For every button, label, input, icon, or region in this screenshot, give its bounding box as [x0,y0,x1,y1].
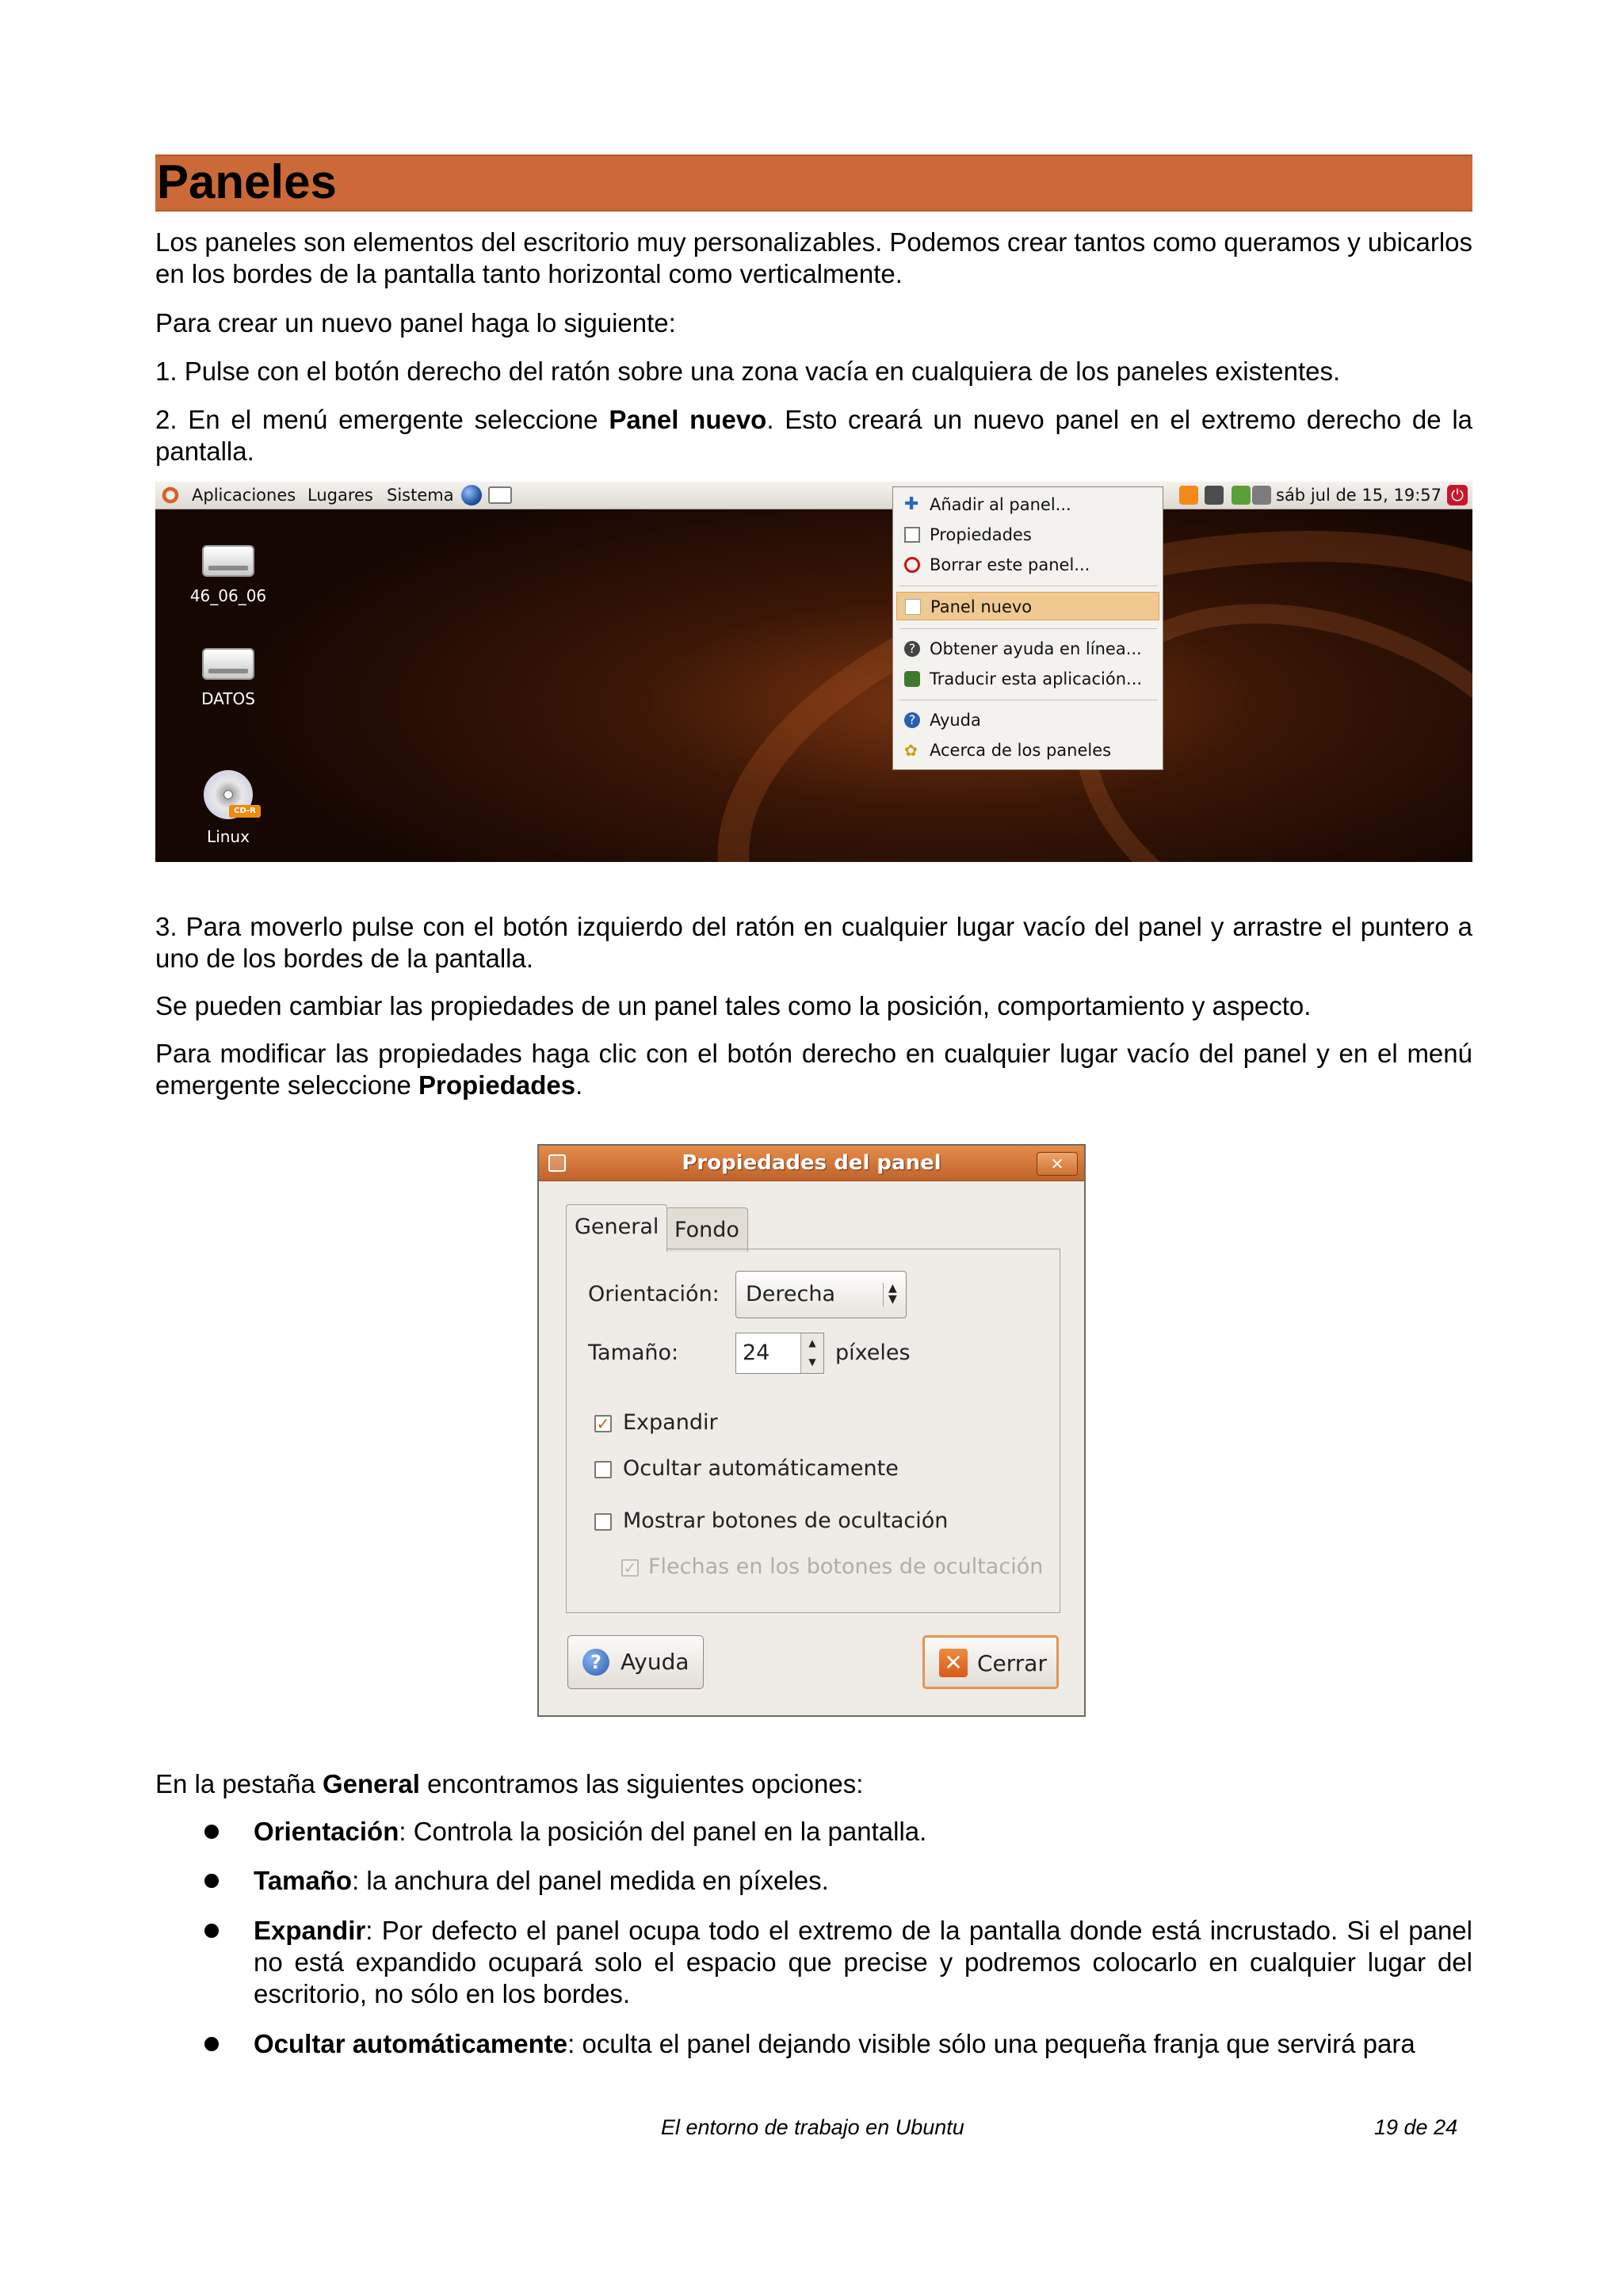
desktop-icon-46_06_06[interactable] [165,545,292,605]
cd-icon [204,770,256,819]
desktop-icon-linux[interactable] [165,770,292,846]
orientation-combo[interactable]: Derecha ▲ ▼ [735,1271,907,1318]
paragraph-instructions: Para crear un nuevo panel haga lo siguiente: [155,308,676,338]
power-icon[interactable]: ⏻ [1447,485,1468,505]
help-button[interactable]: ? Ayuda [567,1635,704,1689]
menu-separator [899,628,1158,629]
menu-item-about-panels[interactable]: ✿ Acerca de los paneles [904,741,1112,760]
tab-general[interactable]: General [566,1204,667,1252]
bullet-autohide: Ocultar automáticamente: oculta el panel dejando visible sólo una pequeña franja que servirá para [254,2029,1415,2058]
help-icon: ? [582,1649,609,1676]
bullet-icon [204,1924,219,1938]
spin-arrows-icon[interactable]: ▲ ▼ [800,1333,823,1373]
expand-checkbox[interactable]: ✓ [594,1415,612,1432]
combo-arrows-icon: ▲ ▼ [883,1283,899,1306]
help-icon: ? [904,712,920,728]
hide-buttons-label: Mostrar botones de ocultación [623,1508,949,1533]
dialog-title: Propiedades del panel [682,1151,941,1175]
menu-applications[interactable]: Aplicaciones [192,486,296,505]
translate-icon [904,671,920,687]
section-heading-bar [155,154,1472,212]
bullet-icon [204,2037,219,2051]
plus-icon: ✚ [904,494,919,514]
window-close-button[interactable]: ✕ [1037,1152,1078,1176]
mail-icon[interactable] [488,486,512,504]
bullet-expand: Expandir: Por defecto el panel ocupa todo el extremo de la pantalla donde está incrustado. Si el panel no está expandido ocupará solo el espacio que precise y podremos colocarlo en cualquier lugar del escritorio, no sólo en los bordes. [254,1916,1472,2008]
tab-fondo[interactable]: Fondo [666,1207,748,1252]
paragraph-step-2: 2. En el menú emergente seleccione Panel nuevo. Esto creará un nuevo panel en el extremo derecho de la pantalla. [155,405,1473,466]
battery-icon[interactable] [1232,486,1251,505]
panel-clock[interactable]: sáb jul de 15, 19:57 [1276,486,1442,505]
section-heading: Paneles [157,155,337,208]
help-online-icon: ? [904,641,920,657]
desktop-icon-label: Linux [207,827,250,846]
menu-item-new-panel[interactable]: Panel nuevo [896,592,1159,620]
bullet-icon [204,1874,219,1888]
autohide-label: Ocultar automáticamente [623,1456,899,1481]
panel-properties-dialog [537,1144,1086,1717]
footer-title: El entorno de trabajo en Ubuntu [661,2115,964,2139]
menu-places[interactable]: Lugares [307,486,373,505]
volume-icon[interactable] [1252,486,1271,505]
close-icon: ✕ [939,1649,968,1677]
size-label: Tamaño: [588,1341,679,1365]
menu-item-properties[interactable]: Propiedades [896,521,1159,549]
paragraph-step-1: 1. Pulse con el botón derecho del ratón sobre una zona vacía en cualquiera de los paneles existentes. [155,357,1341,386]
browser-globe-icon[interactable] [461,485,482,505]
bullet-icon [204,1825,219,1839]
paragraph-step-3: 3. Para moverlo pulse con el botón izquierdo del ratón en cualquier lugar vacío del panel y arrastre el puntero a uno de los bordes de la pantalla. [155,912,1472,973]
menu-item-online-help[interactable]: ? Obtener ayuda en línea... [896,635,1159,663]
network-icon[interactable] [1205,486,1224,505]
hide-buttons-checkbox[interactable] [594,1513,612,1531]
menu-system[interactable]: Sistema [387,486,454,505]
menu-item-add-to-panel[interactable]: ✚ Añadir al panel... [904,494,1071,514]
size-spinbutton[interactable]: 24 ▲ ▼ [735,1333,824,1374]
paragraph-modify-properties: Para modificar las propiedades haga clic con el botón derecho en cualquier lugar vacío del panel y en el menú emergente seleccione Propiedades. [155,1039,1472,1100]
footer-page-number: 19 de 24 [1374,2115,1458,2139]
desktop-icon-label: DATOS [201,689,255,708]
ubuntu-logo-icon[interactable] [160,485,181,505]
drive-icon [202,648,254,680]
size-unit: píxeles [835,1341,911,1365]
expand-label: Expandir [623,1410,718,1435]
new-panel-icon [905,599,921,615]
menu-item-delete-panel[interactable]: Borrar este panel... [896,551,1159,579]
arrows-checkbox: ✓ [621,1559,639,1577]
close-button[interactable]: ✕ Cerrar [922,1635,1059,1689]
cd-badge: CD-R [229,805,261,818]
top-panel[interactable] [155,482,1472,509]
panel-context-menu [892,486,1163,770]
bullet-orientation: Orientación: Controla la posición del panel en la pantalla. [254,1817,927,1846]
bullet-size: Tamaño: la anchura del panel medida en píxeles. [254,1866,829,1895]
paragraph-properties-info: Se pueden cambiar las propiedades de un panel tales como la posición, comportamiento y aspecto. [155,991,1312,1020]
menu-separator [899,585,1158,586]
update-notifier-icon[interactable] [1179,486,1198,505]
menu-item-help[interactable]: ? Ayuda [896,706,1159,734]
menu-item-translate[interactable]: Traducir esta aplicación... [896,665,1159,693]
desktop-icon-datos[interactable] [165,648,292,708]
about-icon: ✿ [904,741,918,760]
paragraph-intro: Los paneles son elementos del escritorio muy personalizables. Podemos crear tantos como queramos y ubicarlos en los bordes de la pantalla tanto horizontal como verticalmente. [155,227,1472,288]
properties-icon [904,527,920,543]
paragraph-general-tab: En la pestaña General encontramos las siguientes opciones: [155,1769,864,1798]
delete-icon [904,557,920,573]
autohide-checkbox[interactable] [594,1461,612,1478]
arrows-label: Flechas en los botones de ocultación [648,1554,1044,1579]
drive-icon [202,545,254,577]
orientation-label: Orientación: [588,1282,720,1306]
desktop-icon-label: 46_06_06 [189,586,267,605]
dialog-titlebar[interactable] [539,1146,1084,1181]
desktop-screenshot [155,482,1472,862]
